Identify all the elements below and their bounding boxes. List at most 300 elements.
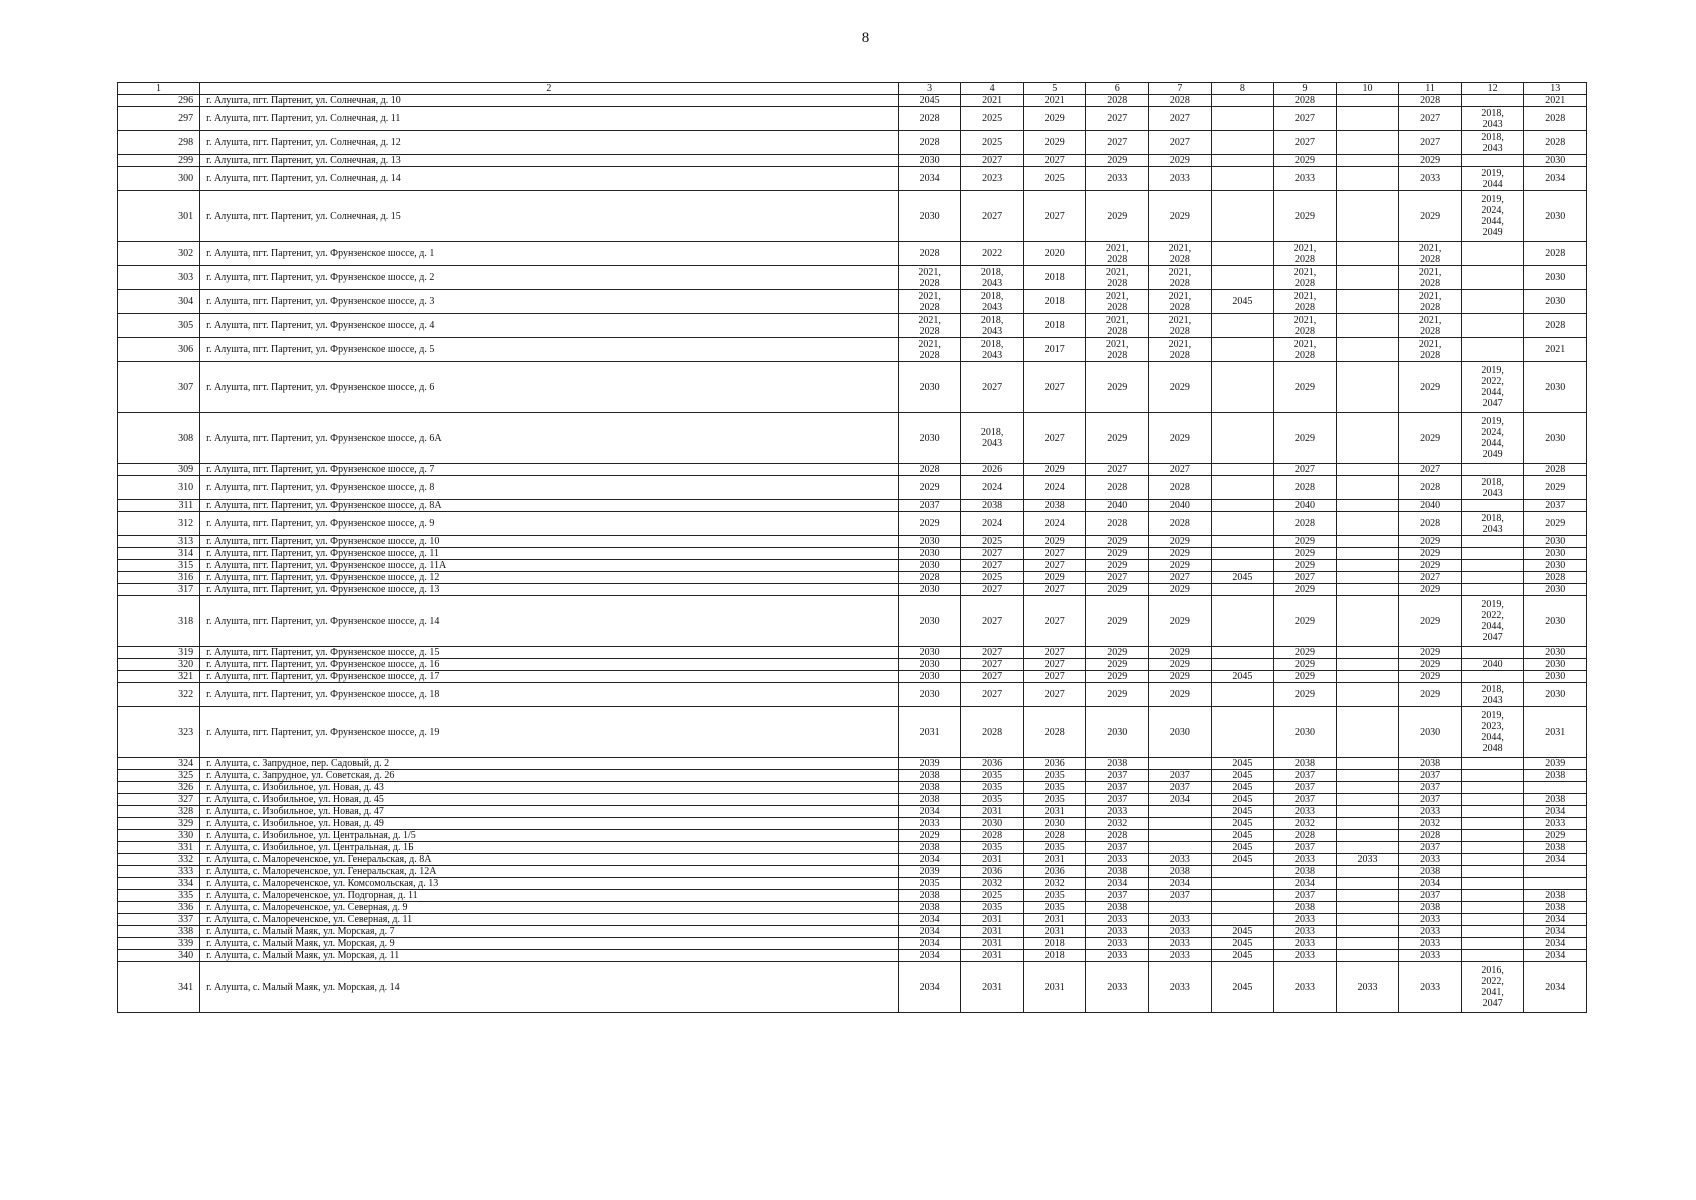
year-cell: 2032	[1023, 878, 1086, 890]
year-cell: 2029	[1399, 647, 1462, 659]
year-cell: 2027	[1274, 131, 1337, 155]
year-cell: 2034	[1399, 878, 1462, 890]
year-cell: 2030	[1524, 266, 1587, 290]
table-row	[118, 242, 1587, 266]
address-cell: г. Алушта, с. Изобильное, ул. Новая, д. 47	[200, 806, 899, 818]
column-number-header: 1	[118, 83, 200, 95]
year-cell: 2021	[1524, 95, 1587, 107]
year-cell: 2029	[1399, 155, 1462, 167]
year-cell: 2025	[1023, 167, 1086, 191]
year-cell	[1211, 500, 1274, 512]
address-cell: г. Алушта, пгт. Партенит, ул. Солнечная, д. 10	[200, 95, 899, 107]
year-cell: 2030	[1524, 584, 1587, 596]
year-cell: 2028	[961, 707, 1024, 758]
year-cell: 2035	[898, 878, 961, 890]
row-number: 300	[118, 167, 200, 191]
row-number: 299	[118, 155, 200, 167]
year-cell: 2030	[898, 647, 961, 659]
year-cell	[1336, 596, 1399, 647]
year-cell	[1149, 842, 1212, 854]
year-cell	[1461, 842, 1524, 854]
year-cell: 2037	[1524, 500, 1587, 512]
year-cell: 2030	[898, 584, 961, 596]
year-cell: 2029	[1086, 584, 1149, 596]
year-cell: 2031	[961, 854, 1024, 866]
year-cell: 2027	[1399, 464, 1462, 476]
year-cell: 2021, 2028	[1274, 338, 1337, 362]
row-number: 301	[118, 191, 200, 242]
year-cell: 2037	[1399, 782, 1462, 794]
year-cell: 2039	[898, 866, 961, 878]
year-cell	[1211, 155, 1274, 167]
year-cell: 2029	[1149, 155, 1212, 167]
year-cell	[1336, 476, 1399, 500]
year-cell: 2033	[1399, 914, 1462, 926]
address-cell: г. Алушта, пгт. Партенит, ул. Фрунзенское шоссе, д. 8А	[200, 500, 899, 512]
year-cell: 2033	[1274, 938, 1337, 950]
table-row	[118, 866, 1587, 878]
year-cell	[1461, 242, 1524, 266]
row-number: 323	[118, 707, 200, 758]
year-cell: 2034	[898, 962, 961, 1013]
address-cell: г. Алушта, пгт. Партенит, ул. Фрунзенское шоссе, д. 6	[200, 362, 899, 413]
year-cell: 2034	[1149, 878, 1212, 890]
year-cell	[1211, 512, 1274, 536]
year-cell: 2033	[1274, 806, 1337, 818]
year-cell: 2033	[1274, 167, 1337, 191]
address-cell: г. Алушта, пгт. Партенит, ул. Фрунзенское шоссе, д. 7	[200, 464, 899, 476]
year-cell: 2034	[1086, 878, 1149, 890]
year-cell: 2037	[1086, 770, 1149, 782]
year-cell	[1211, 362, 1274, 413]
year-cell: 2027	[1023, 191, 1086, 242]
table-row	[118, 938, 1587, 950]
year-cell: 2040	[1149, 500, 1212, 512]
year-cell: 2029	[1023, 464, 1086, 476]
year-cell: 2045	[1211, 962, 1274, 1013]
year-cell: 2030	[898, 191, 961, 242]
year-cell: 2021, 2028	[1149, 290, 1212, 314]
year-cell: 2038	[1274, 866, 1337, 878]
year-cell: 2029	[1149, 659, 1212, 671]
year-cell	[1336, 338, 1399, 362]
year-cell	[1524, 878, 1587, 890]
year-cell	[1461, 782, 1524, 794]
year-cell: 2033	[1149, 962, 1212, 1013]
year-cell: 2027	[1086, 131, 1149, 155]
row-number: 325	[118, 770, 200, 782]
year-cell: 2021, 2028	[1086, 338, 1149, 362]
table-row	[118, 890, 1587, 902]
table-row	[118, 572, 1587, 584]
year-cell	[1336, 464, 1399, 476]
year-cell	[1336, 290, 1399, 314]
year-cell: 2033	[1086, 962, 1149, 1013]
row-number: 320	[118, 659, 200, 671]
year-cell	[1211, 536, 1274, 548]
year-cell: 2039	[1524, 758, 1587, 770]
year-cell: 2027	[961, 362, 1024, 413]
year-cell	[1336, 362, 1399, 413]
address-cell: г. Алушта, пгт. Партенит, ул. Фрунзенское шоссе, д. 19	[200, 707, 899, 758]
year-cell: 2029	[1274, 596, 1337, 647]
year-cell: 2027	[1086, 107, 1149, 131]
year-cell: 2027	[1399, 107, 1462, 131]
year-cell	[1461, 536, 1524, 548]
table-row	[118, 683, 1587, 707]
address-cell: г. Алушта, с. Запрудное, пер. Садовый, д. 2	[200, 758, 899, 770]
year-cell: 2029	[1086, 155, 1149, 167]
address-cell: г. Алушта, с. Изобильное, ул. Центральная, д. 1/5	[200, 830, 899, 842]
year-cell: 2025	[961, 572, 1024, 584]
year-cell: 2035	[961, 842, 1024, 854]
year-cell	[1211, 413, 1274, 464]
year-cell: 2019, 2023, 2044, 2048	[1461, 707, 1524, 758]
year-cell	[1336, 950, 1399, 962]
year-cell: 2028	[1524, 314, 1587, 338]
year-cell	[1211, 266, 1274, 290]
year-cell: 2029	[1149, 362, 1212, 413]
year-cell: 2035	[961, 770, 1024, 782]
table-row	[118, 560, 1587, 572]
year-cell: 2028	[1524, 131, 1587, 155]
year-cell: 2035	[1023, 782, 1086, 794]
year-cell: 2033	[1274, 950, 1337, 962]
address-cell: г. Алушта, с. Малый Маяк, ул. Морская, д. 14	[200, 962, 899, 1013]
year-cell: 2028	[1023, 830, 1086, 842]
year-cell: 2038	[1524, 890, 1587, 902]
year-cell: 2021, 2028	[1086, 266, 1149, 290]
year-cell: 2027	[1086, 572, 1149, 584]
year-cell	[1461, 758, 1524, 770]
table-row	[118, 926, 1587, 938]
address-cell: г. Алушта, пгт. Партенит, ул. Фрунзенское шоссе, д. 2	[200, 266, 899, 290]
year-cell	[1149, 902, 1212, 914]
page-number: 8	[861, 30, 870, 46]
address-cell: г. Алушта, с. Малореченское, ул. Подгорная, д. 11	[200, 890, 899, 902]
row-number: 319	[118, 647, 200, 659]
table-row	[118, 782, 1587, 794]
row-number: 335	[118, 890, 200, 902]
year-cell	[1336, 683, 1399, 707]
year-cell: 2029	[1274, 647, 1337, 659]
year-cell: 2021, 2028	[1399, 266, 1462, 290]
address-cell: г. Алушта, пгт. Партенит, ул. Фрунзенское шоссе, д. 12	[200, 572, 899, 584]
year-cell: 2018	[1023, 266, 1086, 290]
year-cell: 2029	[1023, 536, 1086, 548]
year-cell	[1211, 548, 1274, 560]
year-cell: 2029	[1086, 683, 1149, 707]
year-cell: 2045	[1211, 794, 1274, 806]
year-cell: 2029	[1149, 683, 1212, 707]
year-cell: 2029	[1149, 536, 1212, 548]
year-cell: 2027	[1149, 464, 1212, 476]
address-cell: г. Алушта, с. Запрудное, ул. Советская, д. 26	[200, 770, 899, 782]
year-cell: 2019, 2044	[1461, 167, 1524, 191]
year-cell	[1211, 242, 1274, 266]
year-cell	[1461, 950, 1524, 962]
year-cell: 2028	[1524, 572, 1587, 584]
year-cell: 2027	[961, 560, 1024, 572]
year-cell: 2035	[1023, 794, 1086, 806]
year-cell	[1336, 902, 1399, 914]
year-cell: 2033	[898, 818, 961, 830]
year-cell: 2024	[1023, 512, 1086, 536]
address-cell: г. Алушта, с. Малореченское, ул. Генеральская, д. 12А	[200, 866, 899, 878]
year-cell: 2029	[1149, 671, 1212, 683]
year-cell: 2029	[1086, 536, 1149, 548]
year-cell	[1211, 464, 1274, 476]
year-cell: 2037	[1149, 890, 1212, 902]
year-cell: 2018, 2043	[961, 338, 1024, 362]
year-cell: 2028	[1274, 95, 1337, 107]
year-cell: 2038	[1524, 770, 1587, 782]
year-cell: 2027	[1399, 572, 1462, 584]
year-cell	[1211, 890, 1274, 902]
year-cell: 2030	[898, 155, 961, 167]
year-cell: 2029	[1274, 191, 1337, 242]
row-number: 322	[118, 683, 200, 707]
row-number: 333	[118, 866, 200, 878]
row-number: 308	[118, 413, 200, 464]
year-cell	[1211, 560, 1274, 572]
year-cell: 2023	[961, 167, 1024, 191]
year-cell	[1336, 548, 1399, 560]
year-cell: 2032	[961, 878, 1024, 890]
year-cell: 2021, 2028	[1399, 314, 1462, 338]
year-cell: 2021, 2028	[1399, 242, 1462, 266]
year-cell: 2025	[961, 131, 1024, 155]
year-cell: 2038	[1524, 902, 1587, 914]
year-cell	[1461, 770, 1524, 782]
column-number-row	[118, 83, 1587, 95]
year-cell: 2028	[1399, 476, 1462, 500]
year-cell	[1211, 107, 1274, 131]
year-cell	[1211, 314, 1274, 338]
year-cell: 2021, 2028	[898, 314, 961, 338]
year-cell	[1336, 938, 1399, 950]
year-cell: 2029	[1086, 596, 1149, 647]
year-cell: 2027	[1023, 413, 1086, 464]
year-cell: 2024	[961, 512, 1024, 536]
year-cell: 2021, 2028	[1399, 338, 1462, 362]
year-cell	[1211, 167, 1274, 191]
year-cell	[1336, 707, 1399, 758]
year-cell: 2034	[1524, 926, 1587, 938]
year-cell: 2031	[1023, 806, 1086, 818]
address-cell: г. Алушта, пгт. Партенит, ул. Солнечная, д. 15	[200, 191, 899, 242]
row-number: 332	[118, 854, 200, 866]
year-cell	[1336, 500, 1399, 512]
year-cell	[1336, 266, 1399, 290]
year-cell: 2035	[961, 902, 1024, 914]
table-row	[118, 914, 1587, 926]
year-cell: 2029	[1399, 596, 1462, 647]
year-cell	[1461, 572, 1524, 584]
year-cell: 2040	[1274, 500, 1337, 512]
table-row	[118, 770, 1587, 782]
table-row	[118, 464, 1587, 476]
year-cell: 2030	[1524, 536, 1587, 548]
year-cell: 2027	[961, 584, 1024, 596]
year-cell	[1461, 806, 1524, 818]
year-cell: 2031	[961, 962, 1024, 1013]
year-cell: 2028	[1399, 95, 1462, 107]
year-cell: 2021	[1023, 95, 1086, 107]
year-cell: 2021, 2028	[1149, 266, 1212, 290]
year-cell: 2030	[1274, 707, 1337, 758]
year-cell	[1336, 659, 1399, 671]
year-cell: 2029	[1274, 362, 1337, 413]
year-cell: 2032	[1274, 818, 1337, 830]
year-cell: 2028	[1399, 512, 1462, 536]
table-row	[118, 962, 1587, 1013]
year-cell	[1524, 866, 1587, 878]
year-cell	[1211, 866, 1274, 878]
year-cell: 2030	[1399, 707, 1462, 758]
year-cell: 2030	[1524, 596, 1587, 647]
year-cell: 2033	[1399, 167, 1462, 191]
year-cell: 2040	[1461, 659, 1524, 671]
year-cell: 2033	[1086, 806, 1149, 818]
year-cell: 2030	[1524, 290, 1587, 314]
address-cell: г. Алушта, пгт. Партенит, ул. Фрунзенское шоссе, д. 14	[200, 596, 899, 647]
year-cell	[1461, 500, 1524, 512]
address-cell: г. Алушта, с. Изобильное, ул. Новая, д. 49	[200, 818, 899, 830]
year-cell: 2045	[1211, 950, 1274, 962]
row-number: 338	[118, 926, 200, 938]
year-cell	[1336, 512, 1399, 536]
column-number-header: 4	[961, 83, 1024, 95]
year-cell: 2033	[1274, 854, 1337, 866]
year-cell: 2045	[1211, 290, 1274, 314]
year-cell: 2045	[1211, 572, 1274, 584]
year-cell: 2030	[898, 683, 961, 707]
year-cell: 2035	[961, 794, 1024, 806]
year-cell	[1149, 830, 1212, 842]
year-cell: 2029	[898, 512, 961, 536]
year-cell: 2029	[1524, 830, 1587, 842]
year-cell	[1461, 314, 1524, 338]
year-cell: 2035	[1023, 890, 1086, 902]
year-cell: 2030	[1524, 413, 1587, 464]
year-cell: 2028	[1399, 830, 1462, 842]
year-cell: 2037	[1149, 782, 1212, 794]
year-cell: 2038	[898, 794, 961, 806]
year-cell: 2021, 2028	[1086, 290, 1149, 314]
year-cell: 2030	[961, 818, 1024, 830]
address-cell: г. Алушта, с. Малореченское, ул. Северная, д. 11	[200, 914, 899, 926]
year-cell	[1336, 794, 1399, 806]
address-cell: г. Алушта, пгт. Партенит, ул. Фрунзенское шоссе, д. 5	[200, 338, 899, 362]
year-cell: 2029	[1086, 560, 1149, 572]
year-cell: 2045	[1211, 758, 1274, 770]
row-number: 337	[118, 914, 200, 926]
year-cell	[1461, 926, 1524, 938]
year-cell: 2030	[898, 659, 961, 671]
year-cell: 2037	[1274, 794, 1337, 806]
table-row	[118, 362, 1587, 413]
year-cell: 2030	[898, 560, 961, 572]
row-number: 314	[118, 548, 200, 560]
year-cell: 2045	[1211, 926, 1274, 938]
column-number-header: 6	[1086, 83, 1149, 95]
year-cell	[1461, 464, 1524, 476]
year-cell: 2028	[898, 242, 961, 266]
year-cell: 2037	[1399, 842, 1462, 854]
year-cell: 2025	[961, 107, 1024, 131]
year-cell	[1336, 107, 1399, 131]
year-cell: 2037	[1086, 890, 1149, 902]
year-cell	[1461, 584, 1524, 596]
table-row	[118, 413, 1587, 464]
year-cell: 2027	[1274, 572, 1337, 584]
year-cell	[1336, 191, 1399, 242]
year-cell: 2040	[1399, 500, 1462, 512]
address-cell: г. Алушта, с. Малый Маяк, ул. Морская, д. 7	[200, 926, 899, 938]
year-cell: 2030	[1524, 659, 1587, 671]
column-number-header: 8	[1211, 83, 1274, 95]
address-cell: г. Алушта, пгт. Партенит, ул. Фрунзенское шоссе, д. 10	[200, 536, 899, 548]
row-number: 310	[118, 476, 200, 500]
year-cell: 2016, 2022, 2041, 2047	[1461, 962, 1524, 1013]
year-cell: 2037	[898, 500, 961, 512]
year-cell: 2021, 2028	[1399, 290, 1462, 314]
year-cell: 2032	[1399, 818, 1462, 830]
year-cell: 2021, 2028	[1274, 314, 1337, 338]
row-number: 324	[118, 758, 200, 770]
year-cell	[1461, 866, 1524, 878]
year-cell: 2027	[961, 548, 1024, 560]
year-cell: 2018, 2043	[961, 413, 1024, 464]
year-cell	[1336, 155, 1399, 167]
year-cell: 2029	[1149, 596, 1212, 647]
year-cell: 2038	[1086, 902, 1149, 914]
year-cell: 2033	[1086, 938, 1149, 950]
year-cell: 2036	[1023, 866, 1086, 878]
year-cell: 2038	[1399, 902, 1462, 914]
column-number-header: 10	[1336, 83, 1399, 95]
year-cell: 2031	[898, 707, 961, 758]
year-cell: 2038	[898, 902, 961, 914]
address-cell: г. Алушта, пгт. Партенит, ул. Солнечная, д. 14	[200, 167, 899, 191]
year-cell: 2045	[1211, 854, 1274, 866]
year-cell: 2033	[1399, 854, 1462, 866]
year-cell: 2028	[1274, 830, 1337, 842]
year-cell: 2021, 2028	[1086, 242, 1149, 266]
year-cell: 2031	[1524, 707, 1587, 758]
year-cell: 2030	[1524, 647, 1587, 659]
year-cell: 2030	[1524, 191, 1587, 242]
year-cell: 2029	[898, 476, 961, 500]
year-cell	[1336, 560, 1399, 572]
year-cell: 2019, 2022, 2044, 2047	[1461, 596, 1524, 647]
year-cell: 2029	[1274, 155, 1337, 167]
table-row	[118, 314, 1587, 338]
year-cell: 2028	[1086, 476, 1149, 500]
row-number: 305	[118, 314, 200, 338]
year-cell: 2018, 2043	[1461, 683, 1524, 707]
year-cell: 2028	[1274, 476, 1337, 500]
year-cell	[1461, 155, 1524, 167]
address-cell: г. Алушта, с. Малореченское, ул. Генеральская, д. 8А	[200, 854, 899, 866]
year-cell: 2033	[1086, 167, 1149, 191]
year-cell: 2027	[1023, 362, 1086, 413]
year-cell: 2033	[1086, 914, 1149, 926]
year-cell	[1336, 314, 1399, 338]
year-cell: 2028	[1149, 95, 1212, 107]
year-cell: 2031	[961, 950, 1024, 962]
